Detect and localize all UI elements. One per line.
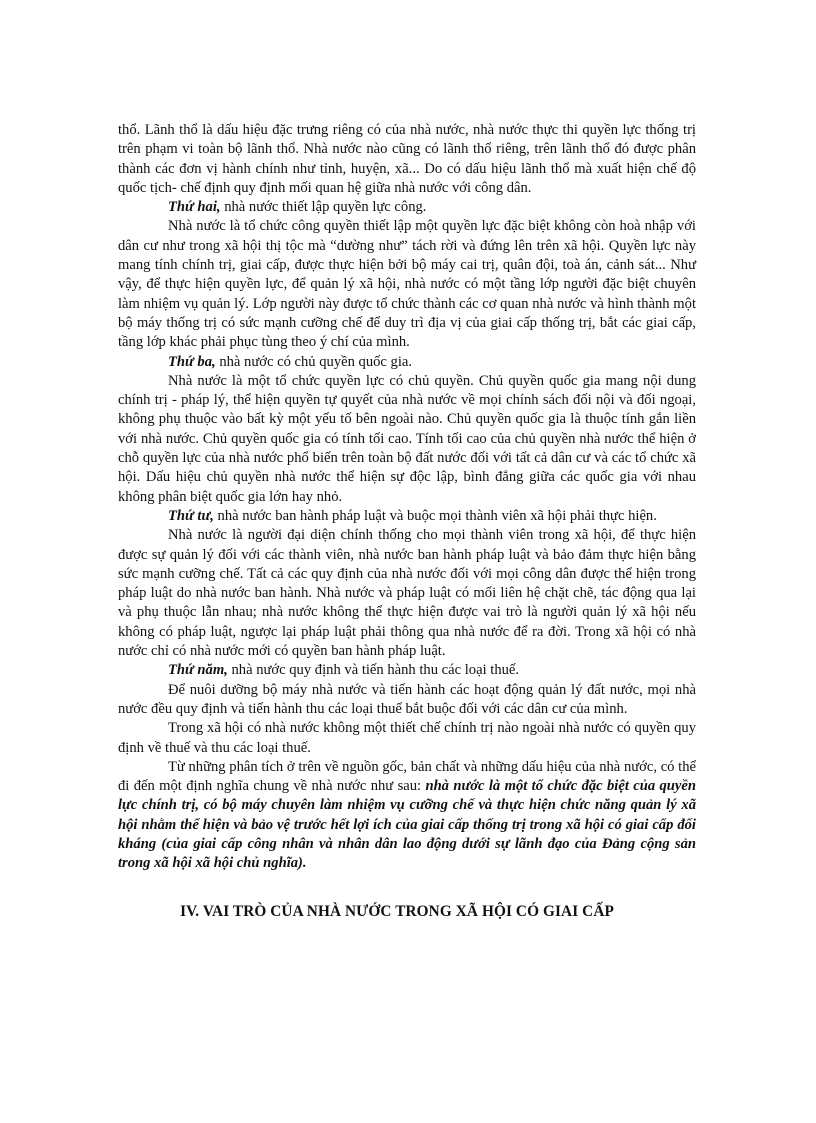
body-paragraph: Nhà nước là một tổ chức quyền lực có chủ quyền. Chủ quyền quốc gia mang nội dung chính trị - pháp lý, thể hiện quyền tự quyết của nhà nước về mọi chính sách đối nội và đối ngoại, không phụ thuộc vào bất kỳ một yếu tố bên ngoài nào. Chủ quyền quốc gia là thuộc tính gắn liền với nhà nước. Chủ quyền quốc gia có tính tối cao. Tính tối cao của chủ quyền nhà nước thể hiện ở chỗ quyền lực của nhà nước phổ biến trên toàn bộ đất nước đối với tất cả dân cư và các tổ chức xã hội. Dấu hiệu chủ quyền nhà nước thể hiện sự độc lập, bình đẳng giữa các quốc gia với nhau không phân biệt quốc gia lớn hay nhỏ.	[118, 372, 696, 505]
section-lead-label: Thứ tư,	[168, 507, 214, 524]
section-lead-text: nhà nước ban hành pháp luật và buộc mọi thành viên xã hội phải thực hiện.	[213, 507, 657, 524]
conclusion-text: Từ những phân tích ở trên về nguồn gốc, bản chất và những dấu hiệu của nhà nước, có thể đi đến một định nghĩa chung về nhà nước như sau:	[118, 758, 696, 795]
body-paragraph: Để nuôi dưỡng bộ máy nhà nước và tiến hành các hoạt động quản lý đất nước, mọi nhà nước đều quy định và tiến hành thu các loại thuế bắt buộc đối với các dân cư của mình.	[118, 681, 696, 717]
section-heading: IV. VAI TRÒ CỦA NHÀ NƯỚC TRONG XÃ HỘI CÓ GIAI CẤP	[180, 902, 614, 920]
section-lead-4	[118, 507, 696, 526]
section-lead-label: Thứ hai,	[168, 199, 221, 216]
section-lead-text: nhà nước thiết lập quyền lực công.	[220, 199, 427, 216]
state-definition: nhà nước là một tổ chức đặc biệt của quyền lực chính trị, có bộ máy chuyên làm nhiệm vụ cưỡng chế và thực hiện chức năng quản lý xã hội nhằm thể hiện và bảo vệ trước hết lợi ích của giai cấp thống trị trong xã hội có giai cấp đối kháng (của giai cấp công nhân và nhân dân lao động dưới sự lãnh đạo của Đảng cộng sản trong xã hội xã hội chủ nghĩa).	[118, 778, 696, 872]
section-lead-text: nhà nước quy định và tiến hành thu các loại thuế.	[227, 662, 520, 679]
body-paragraph: Nhà nước là người đại diện chính thống cho mọi thành viên trong xã hội, để thực hiện được sự quản lý đối với các thành viên, nhà nước ban hành pháp luật và bảo đảm thực hiện bằng sức mạnh cưỡng chế. Tất cả các quy định của nhà nước đối với mọi công dân được thể hiện trong pháp luật do nhà nước ban hành. Nhà nước và pháp luật có mối liên hệ chặt chẽ, tác động qua lại và phụ thuộc lẫn nhau; nhà nước không thể thực hiện được vai trò là người quản lý xã hội nếu không có pháp luật, ngược lại pháp luật phải thông qua nhà nước để ra đời. Trong xã hội có nhà nước chỉ có nhà nước mới có quyền ban hành pháp luật.	[118, 527, 696, 660]
intro-paragraph: thổ. Lãnh thổ là dấu hiệu đặc trưng riêng có của nhà nước, nhà nước thực thi quyền lực thống trị trên phạm vi toàn bộ lãnh thổ. Nhà nước nào cũng có lãnh thổ riêng, trên lãnh thổ đó được phân thành các đơn vị hành chính như tỉnh, huyện, xã... Do có dấu hiệu lãnh thổ mà xuất hiện chế độ quốc tịch- chế định quy định mối quan hệ giữa nhà nước với công dân.	[118, 122, 696, 196]
section-lead-5	[118, 661, 696, 680]
section-lead-label: Thứ năm,	[168, 662, 228, 679]
section-lead-2	[118, 198, 696, 217]
document-body	[118, 121, 696, 921]
section-lead-3	[118, 353, 696, 372]
conclusion-paragraph	[118, 758, 696, 874]
body-paragraph: Trong xã hội có nhà nước không một thiết chế chính trị nào ngoài nhà nước có quyền quy định về thuế và thu các loại thuế.	[118, 720, 696, 756]
section-lead-text: nhà nước có chủ quyền quốc gia.	[215, 353, 413, 370]
section-lead-label: Thứ ba,	[168, 353, 216, 370]
body-paragraph: Nhà nước là tổ chức công quyền thiết lập một quyền lực đặc biệt không còn hoà nhập với dân cư như trong xã hội thị tộc mà “dường như” tách rời và đứng lên trên xã hội. Quyền lực này mang tính chính trị, giai cấp, được thực hiện bởi bộ máy cai trị, quân đội, toà án, cảnh sát... Như vậy, để thực hiện quyền lực, để quản lý xã hội, nhà nước có một tầng lớp người đặc biệt chuyên làm nhiệm vụ quản lý. Lớp người này được tổ chức thành các cơ quan nhà nước và hình thành một bộ máy thống trị có sức mạnh cưỡng chế để duy trì địa vị của giai cấp thống trị, bắt các giai cấp, tầng lớp khác phải phục tùng theo ý chí của mình.	[118, 218, 696, 351]
